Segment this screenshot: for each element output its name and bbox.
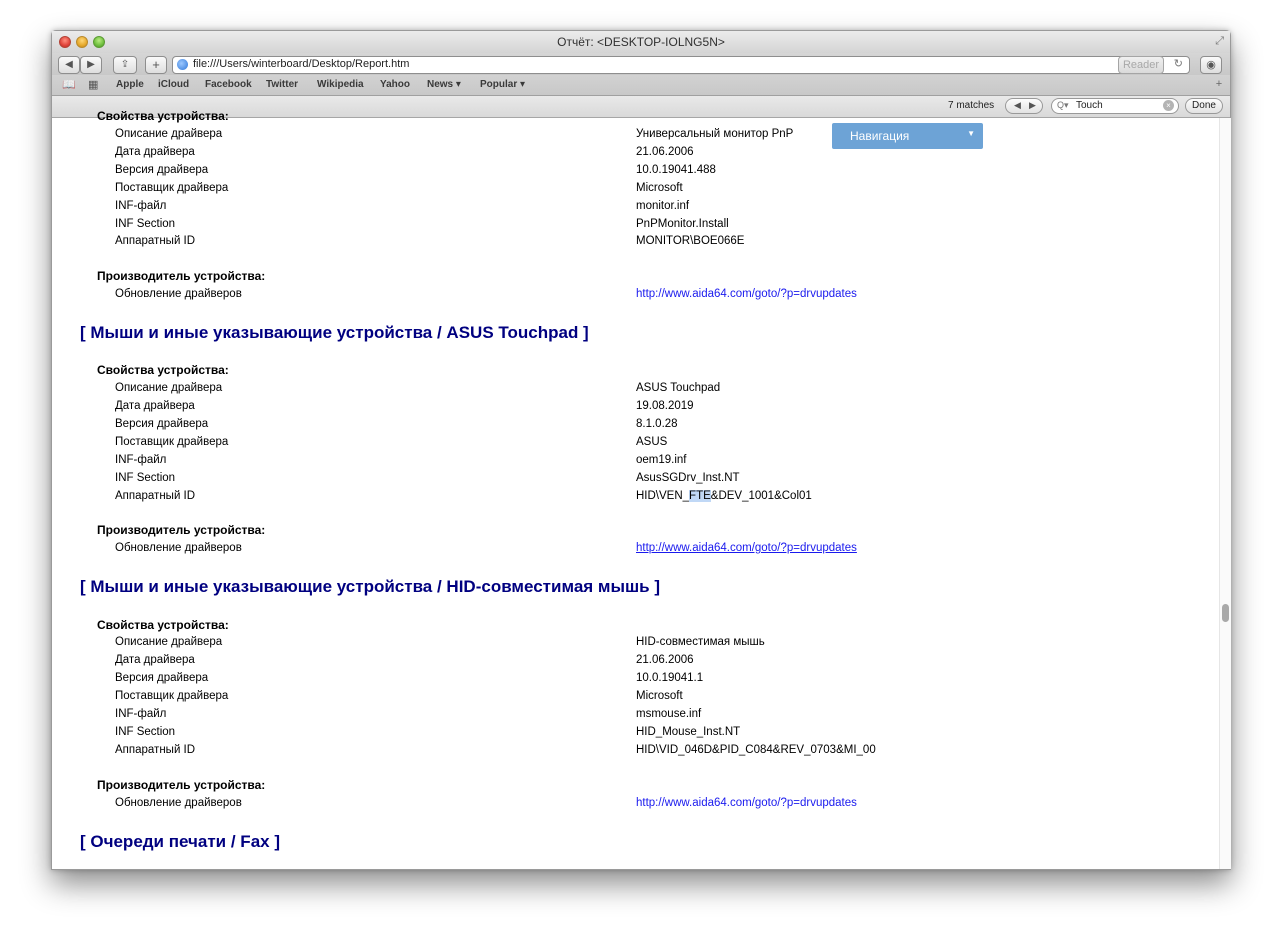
globe-icon: [177, 59, 188, 70]
property-key: Дата драйвера: [115, 654, 195, 666]
property-key: Обновление драйверов: [115, 797, 242, 809]
share-icon: ⇪: [120, 59, 130, 70]
property-row: [52, 418, 1152, 436]
property-key: Обновление драйверов: [115, 542, 242, 554]
driver-update-link[interactable]: http://www.aida64.com/goto/?p=drvupdates: [636, 288, 857, 300]
property-row: [52, 542, 1152, 560]
chevron-down-icon: ▼: [967, 129, 975, 138]
property-key: Поставщик драйвера: [115, 690, 229, 702]
section-title-hid-mouse: [ Мыши и иные указывающие устройства / HID-совместимая мышь ]: [80, 577, 661, 596]
group-header: Свойства устройства:: [97, 109, 229, 123]
scrollbar-thumb[interactable]: [1222, 604, 1229, 622]
property-row: [52, 708, 1152, 726]
property-key: INF Section: [115, 472, 176, 484]
reading-list-icon[interactable]: 📖: [62, 79, 76, 91]
search-icon: Q▾: [1057, 100, 1069, 110]
title-bar: [52, 31, 1230, 53]
vertical-scrollbar[interactable]: [1219, 118, 1231, 869]
property-row: [52, 164, 1152, 182]
forward-icon: ▶: [87, 59, 95, 70]
property-row: [52, 436, 1152, 454]
new-tab-icon[interactable]: +: [1215, 78, 1223, 90]
hwid-prefix: HID\VEN_: [636, 490, 690, 502]
group-header: Свойства устройства:: [97, 363, 229, 377]
property-row: [52, 797, 1152, 815]
back-icon: ◀: [65, 59, 73, 70]
property-key: Описание драйвера: [115, 128, 223, 140]
address-bar[interactable]: [172, 56, 1190, 74]
share-button[interactable]: [113, 56, 137, 74]
property-row: [52, 400, 1152, 418]
top-sites-icon[interactable]: ▦: [88, 79, 99, 91]
property-key: INF-файл: [115, 454, 167, 466]
property-row: [52, 128, 1152, 146]
property-row: [52, 382, 1152, 400]
property-key: Аппаратный ID: [115, 744, 196, 756]
property-value: PnPMonitor.Install: [636, 218, 729, 230]
property-key: Поставщик драйвера: [115, 182, 229, 194]
find-next-icon[interactable]: ▶: [1029, 100, 1036, 110]
property-key: Версия драйвера: [115, 418, 209, 430]
property-value: Microsoft: [636, 182, 683, 194]
property-key: Версия драйвера: [115, 164, 209, 176]
property-row: [52, 726, 1152, 744]
property-value: monitor.inf: [636, 200, 690, 212]
property-value: Универсальный монитор PnP: [636, 128, 794, 140]
property-row: [52, 744, 1152, 762]
property-key: INF Section: [115, 726, 176, 738]
plus-icon: +: [152, 57, 160, 72]
property-value: Microsoft: [636, 690, 683, 702]
bookmark-popular[interactable]: Popular ▾: [480, 79, 526, 90]
section-title-touchpad: [ Мыши и иные указывающие устройства / ASUS Touchpad ]: [80, 323, 589, 342]
bookmark-news[interactable]: News ▾: [427, 79, 461, 90]
driver-update-link[interactable]: http://www.aida64.com/goto/?p=drvupdates: [636, 797, 857, 809]
reader-button[interactable]: Reader: [1118, 56, 1164, 74]
driver-update-link[interactable]: http://www.aida64.com/goto/?p=drvupdates: [636, 542, 857, 554]
property-key: Поставщик драйвера: [115, 436, 229, 448]
property-row: [52, 182, 1152, 200]
property-value: 8.1.0.28: [636, 418, 678, 430]
property-value: 19.08.2019: [636, 400, 694, 412]
property-row: [52, 690, 1152, 708]
property-row: [52, 490, 1152, 508]
bookmark-wikipedia[interactable]: Wikipedia: [317, 79, 364, 90]
property-key: Дата драйвера: [115, 400, 195, 412]
hwid-suffix: &DEV_1001&Col01: [710, 490, 812, 502]
property-row: [52, 218, 1152, 236]
bookmark-apple[interactable]: Apple: [116, 79, 144, 90]
forward-button[interactable]: [80, 56, 102, 74]
property-row: [52, 200, 1152, 218]
property-value: MONITOR\BOE066E: [636, 235, 745, 247]
property-row: [52, 454, 1152, 472]
property-key: Описание драйвера: [115, 382, 223, 394]
property-value: ASUS Touchpad: [636, 382, 721, 394]
page-content: [52, 109, 1219, 869]
section-title-fax: [ Очереди печати / Fax ]: [80, 832, 280, 851]
property-key: Дата драйвера: [115, 146, 195, 158]
find-navigation: [1005, 98, 1043, 114]
property-key: Версия драйвера: [115, 672, 209, 684]
property-row: [52, 288, 1152, 306]
property-key: INF Section: [115, 218, 176, 230]
downloads-icon: ◉: [1206, 59, 1216, 71]
downloads-button[interactable]: [1200, 56, 1222, 74]
property-value: 21.06.2006: [636, 146, 694, 158]
property-value: oem19.inf: [636, 454, 687, 466]
url-text[interactable]: file:///Users/winterboard/Desktop/Report.htm: [193, 58, 410, 70]
bookmarks-bar: [52, 75, 1230, 96]
add-bookmark-button[interactable]: [145, 56, 167, 74]
property-row: [52, 672, 1152, 690]
back-button[interactable]: [58, 56, 80, 74]
find-query[interactable]: Touch: [1076, 100, 1103, 111]
reload-icon[interactable]: ↻: [1173, 58, 1183, 70]
property-key: Аппаратный ID: [115, 490, 196, 502]
navigation-label: Навигация: [850, 129, 910, 143]
property-key: Описание драйвера: [115, 636, 223, 648]
bookmark-yahoo[interactable]: Yahoo: [380, 79, 411, 90]
property-value: HID\VID_046D&PID_C084&REV_0703&MI_00: [636, 744, 876, 756]
property-value: ASUS: [636, 436, 668, 448]
group-header: Свойства устройства:: [97, 618, 229, 632]
bookmark-twitter[interactable]: Twitter: [266, 79, 299, 90]
bookmark-facebook[interactable]: Facebook: [205, 79, 252, 90]
property-row: [52, 472, 1152, 490]
group-header: Производитель устройства:: [97, 778, 266, 792]
property-key: INF-файл: [115, 200, 167, 212]
find-match-count: 7 matches: [948, 100, 995, 111]
group-header: Производитель устройства:: [97, 269, 266, 283]
property-row: [52, 636, 1152, 654]
bookmark-icloud[interactable]: iCloud: [158, 79, 190, 90]
browser-window: [51, 30, 1231, 870]
property-value: 10.0.19041.1: [636, 672, 704, 684]
property-row: [52, 235, 1152, 253]
property-key: INF-файл: [115, 708, 167, 720]
group-header: Производитель устройства:: [97, 523, 266, 537]
property-value: msmouse.inf: [636, 708, 702, 720]
property-row: [52, 146, 1152, 164]
property-key: Аппаратный ID: [115, 235, 196, 247]
property-row: [52, 654, 1152, 672]
property-value: HID_Mouse_Inst.NT: [636, 726, 741, 738]
property-key: Обновление драйверов: [115, 288, 242, 300]
find-previous-icon[interactable]: ◀: [1014, 100, 1021, 110]
property-value: AsusSGDrv_Inst.NT: [636, 472, 740, 484]
find-highlight: FTE: [689, 490, 711, 502]
property-value: 10.0.19041.488: [636, 164, 716, 176]
find-done-button[interactable]: Done: [1185, 98, 1223, 114]
window-title: Отчёт: <DESKTOP-IOLNG5N>: [557, 35, 725, 49]
fullscreen-icon[interactable]: ⤢: [1215, 35, 1224, 47]
property-value: HID-совместимая мышь: [636, 636, 765, 648]
find-input[interactable]: [1051, 98, 1179, 114]
property-value: 21.06.2006: [636, 654, 694, 666]
property-value: [636, 490, 812, 502]
clear-search-icon[interactable]: ×: [1163, 100, 1174, 111]
